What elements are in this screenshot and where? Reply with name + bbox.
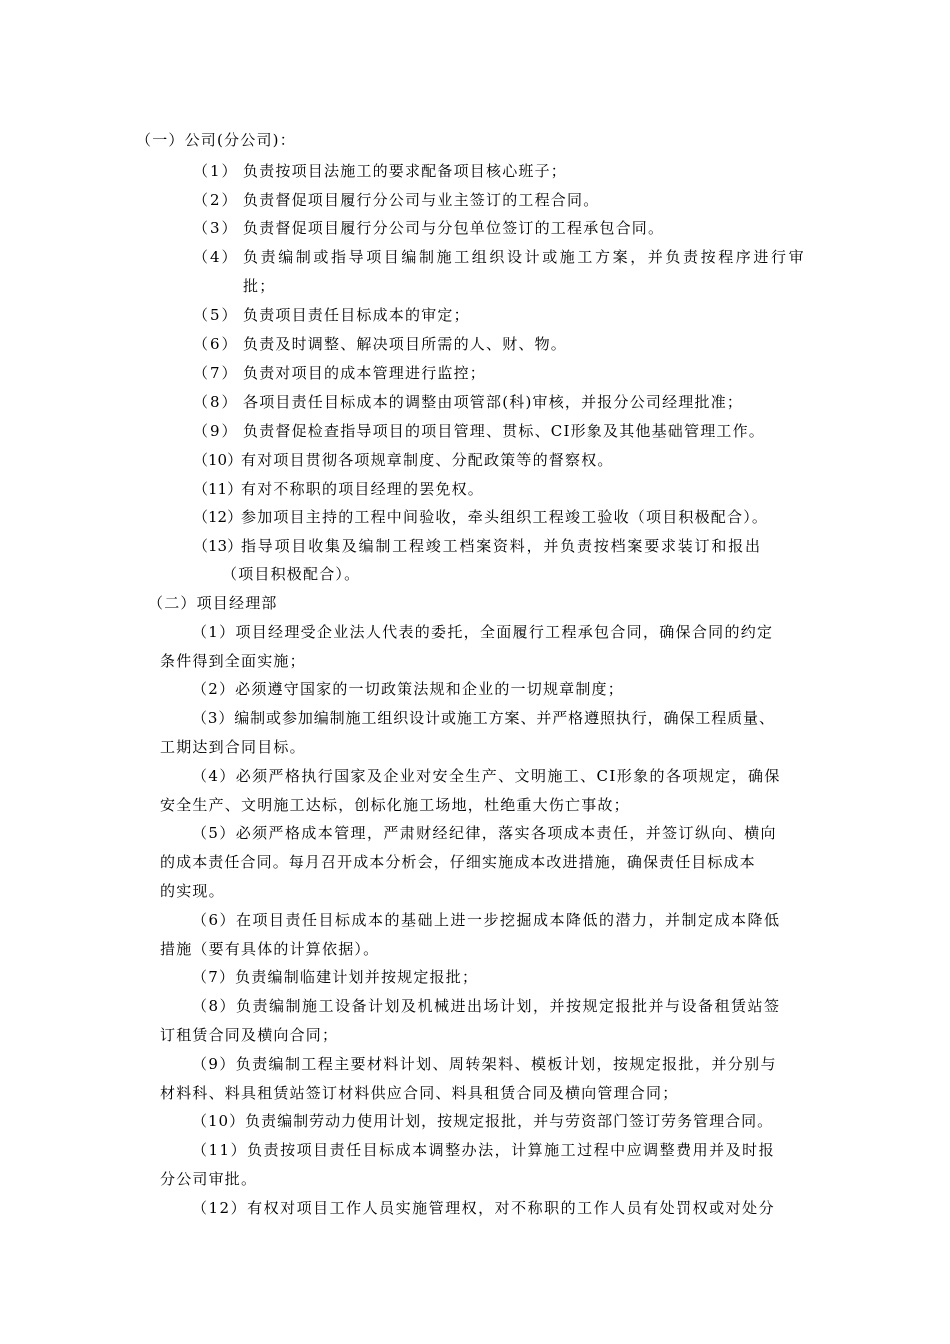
list-item [193,479,484,499]
item-number: （12） [193,508,243,526]
item-number: （9） [193,422,239,440]
item-number: （10） [193,451,243,469]
item-number: （1） [193,162,239,180]
paragraph-line: （11）负责按项目责任目标成本调整办法，计算施工过程中应调整费用并及时报 [192,1141,776,1159]
paragraph-line: （5）必须严格成本管理，严肃财经纪律，落实各项成本责任，并签订纵向、横向 [192,824,777,842]
paragraph-line: 材料科、料具租赁站签订材料供应合同、料具租赁合同及横向管理合同； [160,1084,679,1102]
list-item [193,392,743,412]
item-text: 负责督促项目履行分公司与分包单位签订的工程承包合同。 [243,219,665,237]
list-item [193,363,486,383]
paragraph-line: （7）负责编制临建计划并按规定报批； [192,968,479,986]
item-text: 负责编制或指导项目编制施工组织设计或施工方案，并负责按程序进行审 [243,248,807,266]
list-item [193,305,470,325]
list-item-continuation: 批； [243,277,276,295]
paragraph-line: 订租赁合同及横向合同； [160,1026,339,1044]
paragraph-line: （3）编制或参加编制施工组织设计或施工方案、并严格遵照执行，确保工程质量、 [192,709,775,727]
item-text: 负责及时调整、解决项目所需的人、财、物。 [243,335,568,353]
list-item [193,507,768,527]
item-text: 有对项目贯彻各项规章制度、分配政策等的督察权。 [241,451,614,469]
item-number: （3） [193,219,239,237]
item-text: 参加项目主持的工程中间验收，牵头组织工程竣工验收（项目积极配合）。 [241,508,769,526]
paragraph-line: 的成本责任合同。每月召开成本分析会，仔细实施成本改进措施，确保责任目标成本 [160,853,756,871]
paragraph-line: （12）有权对项目工作人员实施管理权，对不称职的工作人员有处罚权或对处分 [192,1199,776,1217]
item-number: （8） [193,393,239,411]
paragraph-line: 安全生产、文明施工达标，创标化施工场地，杜绝重大伤亡事故； [160,796,630,814]
list-item [193,218,664,238]
paragraph-line: （4）必须严格执行国家及企业对安全生产、文明施工、CI形象的各项规定，确保 [192,767,781,785]
item-text: 负责按项目法施工的要求配备项目核心班子； [243,162,568,180]
item-number: （11） [193,480,243,498]
paragraph-line: 工期达到合同目标。 [160,738,306,756]
list-item [193,536,762,556]
paragraph-line: 条件得到全面实施； [160,652,306,670]
item-text: 各项目责任目标成本的调整由项管部(科)审核，并报分公司经理批准； [243,393,744,411]
item-text: 负责督促项目履行分公司与业主签订的工程合同。 [243,191,600,209]
item-text: 负责督促检查指导项目的项目管理、贯标、CI形象及其他基础管理工作。 [243,422,766,440]
item-number: （13） [193,537,243,555]
item-number: （6） [193,335,239,353]
paragraph-line: 的实现。 [160,882,225,900]
list-item [193,334,567,354]
list-item [193,421,765,441]
item-number: （2） [193,191,239,209]
paragraph-line: （8）负责编制施工设备计划及机械进出场计划，并按规定报批并与设备租赁站签 [192,997,781,1015]
paragraph-line: （6）在项目责任目标成本的基础上进一步挖掘成本降低的潜力，并制定成本降低 [192,911,781,929]
paragraph-line: （2）必须遵守国家的一切政策法规和企业的一切规章制度； [192,680,624,698]
list-item [193,161,567,181]
section1-heading: （一）公司(分公司)： [136,131,296,149]
paragraph-line: （10）负责编制劳动力使用计划，按规定报批，并与劳资部门签订劳务管理合同。 [192,1112,774,1130]
item-number: （4） [193,248,239,266]
item-text: 负责项目责任目标成本的审定； [243,306,470,324]
list-item [193,190,599,210]
paragraph-line: 措施（要有具体的计算依据）。 [160,940,380,958]
item-text: 指导项目收集及编制工程竣工档案资料，并负责按档案要求装订和报出 [241,537,762,555]
list-item-continuation: （项目积极配合）。 [222,565,361,583]
item-number: （7） [193,364,239,382]
paragraph-line: （9）负责编制工程主要材料计划、周转架料、模板计划，按规定报批，并分别与 [192,1055,777,1073]
paragraph-line: （1）项目经理受企业法人代表的委托，全面履行工程承包合同，确保合同的约定 [192,623,774,641]
list-item [193,247,806,267]
item-number: （5） [193,306,239,324]
list-item [193,450,614,470]
section2-heading: （二）项目经理部 [148,594,278,612]
paragraph-line: 分公司审批。 [160,1170,258,1188]
item-text: 有对不称职的项目经理的罢免权。 [241,480,485,498]
item-text: 负责对项目的成本管理进行监控； [243,364,487,382]
